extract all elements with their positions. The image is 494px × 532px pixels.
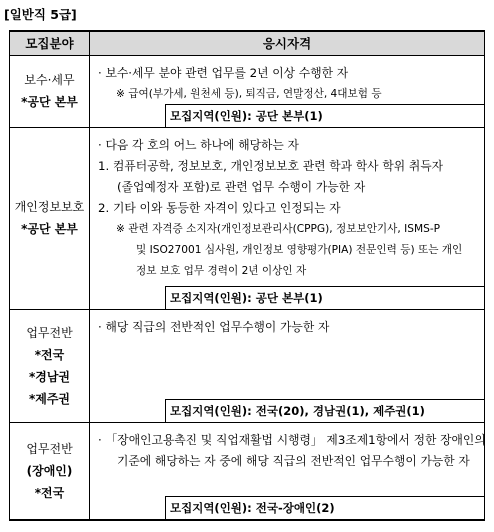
qualification-line: 2. 기타 이와 동등한 자격이 있다고 인정되는 자: [98, 200, 341, 215]
qualification-text: [90, 56, 484, 105]
qualification-line: 1. 컴퓨터공학, 정보보호, 개인정보보호 관련 학과 학사 학위 취득자: [98, 158, 444, 173]
field-cell: [10, 55, 90, 127]
qualification-line: · 「장애인고용촉진 및 직업재활법 시행령」 제3조제1항에서 정한 장애인의: [98, 432, 486, 447]
page-heading: [일반직 5급]: [4, 7, 77, 22]
qualification-text: [90, 128, 484, 282]
qualification-line: ※ 급여(부가세, 원천세 등), 퇴직금, 연말정산, 4대보험 등: [116, 87, 382, 100]
qualification-cell: [90, 309, 485, 422]
header-field: 모집분야: [10, 31, 90, 55]
field-cell: [10, 309, 90, 422]
field-cell: [10, 422, 90, 520]
field-line: *경남권: [28, 369, 71, 384]
qualification-text: [90, 423, 484, 472]
header-qualification: 응시자격: [90, 31, 485, 55]
field-line: *공단 본부: [21, 222, 78, 236]
field-line: *전국: [34, 485, 65, 500]
field-line: *제주권: [28, 391, 71, 406]
region-box: 모집지역(인원): 전국-장애인(2): [165, 496, 485, 520]
qualification-line: 정보 보호 업무 경력이 2년 이상인 자: [136, 264, 307, 277]
qualification-line: · 보수·세무 분야 관련 업무를 2년 이상 수행한 자: [98, 65, 349, 80]
qualification-line: (졸업예정자 포함)로 관련 업무 수행이 가능한 자: [117, 179, 366, 194]
region-box: 모집지역(인원): 전국(20), 경남권(1), 제주권(1): [165, 399, 485, 423]
qualification-cell: [90, 422, 485, 520]
qualification-line: ※ 관련 자격증 소지자(개인정보관리사(CPPG), 정보보안기사, ISMS-P: [116, 222, 441, 235]
field-line: 업무전반: [26, 441, 73, 456]
table-row: [10, 309, 485, 422]
field-line: 업무전반: [26, 325, 73, 340]
table-row: [10, 422, 485, 520]
table-header-row: [10, 31, 485, 55]
region-box: 모집지역(인원): 공단 본부(1): [165, 104, 485, 128]
region-box: 모집지역(인원): 공단 본부(1): [165, 286, 485, 310]
table-row: [10, 55, 485, 127]
qualification-line: 기준에 해당하는 자 중에 해당 직급의 전반적인 업무수행이 가능한 자: [117, 453, 470, 468]
qualification-cell: [90, 55, 485, 127]
qualification-line: 및 ISO27001 심사원, 개인정보 영향평가(PIA) 전문인력 등) 또는 개인: [136, 243, 463, 256]
field-cell: [10, 127, 90, 309]
field-line: 개인정보보호: [14, 200, 85, 214]
qualification-table: [9, 30, 485, 521]
field-line: (장애인): [26, 463, 73, 478]
field-line: *공단 본부: [21, 95, 78, 109]
field-line: *전국: [34, 347, 65, 362]
table-row: [10, 127, 485, 309]
field-line: 보수·세무: [24, 73, 75, 87]
qualification-cell: [90, 127, 485, 309]
qualification-line: · 다음 각 호의 어느 하나에 해당하는 자: [98, 137, 299, 152]
qualification-line: · 해당 직급의 전반적인 업무수행이 가능한 자: [98, 319, 330, 334]
qualification-text: [90, 310, 484, 338]
